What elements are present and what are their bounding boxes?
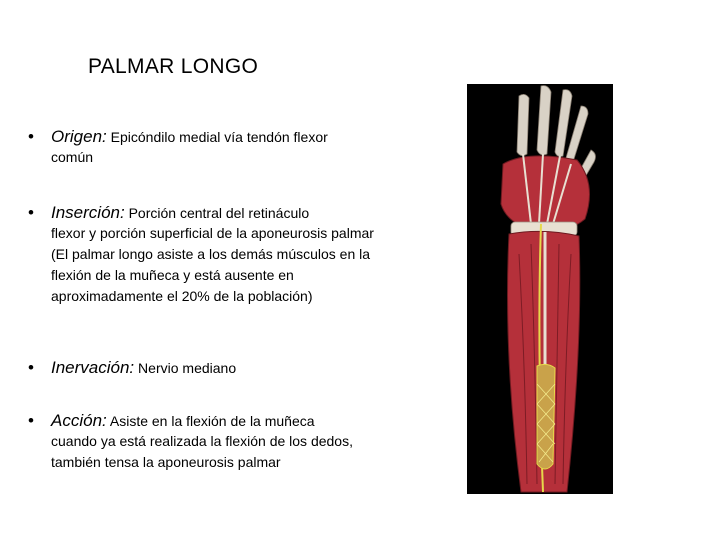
forearm-illustration: [467, 84, 613, 494]
bullet-dot: •: [28, 411, 34, 430]
bullet-continuation: común: [51, 149, 94, 165]
bullet-origen: [22, 127, 462, 168]
bullet-inervacion: [22, 358, 462, 378]
bullet-continuation: cuando ya está realizada la flexión de los dedos, también tensa la aponeurosis palmar: [51, 433, 353, 470]
bullet-continuation: flexor y porción superficial de la aponeurosis palmar (El palmar longo asiste a los demás músculos en la flexión de la muñeca y está ausente en aproximadamente el 20% de la población): [51, 225, 374, 304]
bullet-dot: •: [28, 203, 34, 222]
bullet-insercion: [22, 203, 462, 307]
bullet-label: Origen:: [51, 127, 107, 146]
bullet-text: Nervio mediano: [134, 360, 237, 376]
slide-title: PALMAR LONGO: [88, 55, 259, 78]
bullet-label: Inserción:: [51, 203, 125, 222]
bullet-text: Porción central del retináculo: [124, 205, 310, 221]
bullet-dot: •: [28, 127, 34, 146]
bullet-text: Epicóndilo medial vía tendón flexor: [106, 129, 328, 145]
bullet-label: Inervación:: [51, 358, 135, 377]
bullet-text: Asiste en la flexión de la muñeca: [106, 413, 315, 429]
bullet-label: Acción:: [51, 411, 107, 430]
forearm-anatomy-image: [467, 84, 613, 494]
bullet-accion: [22, 411, 462, 473]
bullet-dot: •: [28, 358, 34, 377]
palm-muscles: [501, 156, 590, 232]
